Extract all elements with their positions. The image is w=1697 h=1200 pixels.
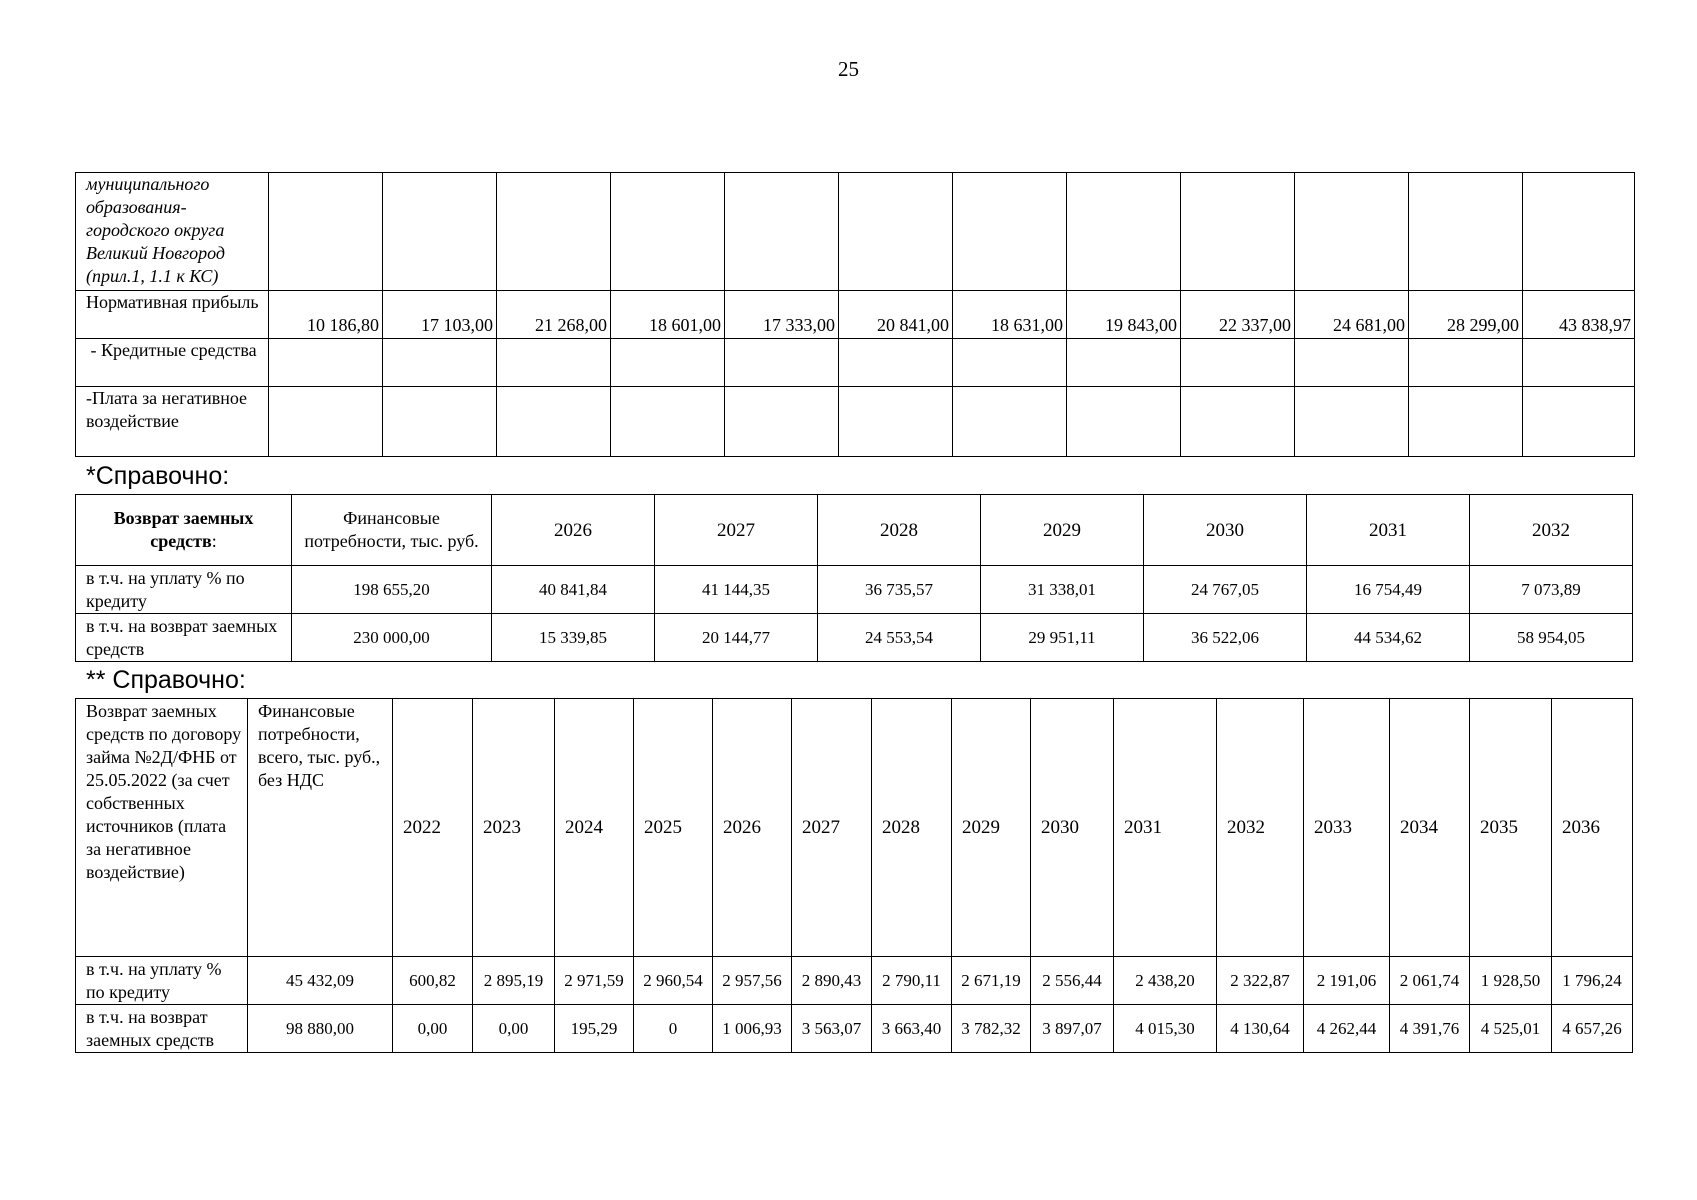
table-cell: 41 144,35 [655, 566, 818, 614]
table-cell: 4 525,01 [1470, 1005, 1552, 1053]
header-label [76, 495, 292, 566]
table-cell: 4 015,30 [1114, 1005, 1217, 1053]
table-cell: 2 971,59 [555, 957, 634, 1005]
table-cell: 18 601,00 [611, 291, 725, 339]
table-cell: 18 631,00 [953, 291, 1067, 339]
table-cell: 1 006,93 [713, 1005, 792, 1053]
year-header: 2032 [1470, 495, 1633, 566]
table-cell: 195,29 [555, 1005, 634, 1053]
year-header: 2033 [1304, 699, 1390, 957]
table-cell [383, 173, 497, 291]
table-cell [497, 173, 611, 291]
table-cell: 4 657,26 [1552, 1005, 1633, 1053]
table-cell [1181, 387, 1295, 457]
table-cell [1523, 387, 1635, 457]
table-cell [1181, 339, 1295, 387]
table-cell: 43 838,97 [1523, 291, 1635, 339]
table-cell: 2 957,56 [713, 957, 792, 1005]
table-cell: 1 796,24 [1552, 957, 1633, 1005]
year-header: 2029 [952, 699, 1031, 957]
year-header: 2030 [1031, 699, 1114, 957]
table-cell: 2 438,20 [1114, 957, 1217, 1005]
table-cell: 4 262,44 [1304, 1005, 1390, 1053]
year-header: 2031 [1307, 495, 1470, 566]
row-label: в т.ч. на уплату % по кредиту [76, 566, 292, 614]
table-cell [1409, 387, 1523, 457]
page-number: 25 [838, 57, 859, 81]
table-cell [953, 339, 1067, 387]
table-row [76, 614, 1633, 662]
table-cell [497, 387, 611, 457]
table-cell [611, 173, 725, 291]
table-cell: 24 681,00 [1295, 291, 1409, 339]
header-fin: Финансовые потребности, всего, тыс. руб., без НДС [248, 699, 393, 957]
table-cell [383, 387, 497, 457]
table-row [76, 957, 1633, 1005]
table-cell: 230 000,00 [292, 614, 492, 662]
table-cell: 20 144,77 [655, 614, 818, 662]
table-row [76, 339, 1635, 387]
table-cell: 22 337,00 [1181, 291, 1295, 339]
table-cell [725, 387, 839, 457]
table-cell [953, 387, 1067, 457]
table-row [76, 1005, 1633, 1053]
table-cell: 4 391,76 [1390, 1005, 1470, 1053]
table-cell [269, 387, 383, 457]
table-cell [1409, 173, 1523, 291]
table-cell [269, 339, 383, 387]
table-cell: 7 073,89 [1470, 566, 1633, 614]
table-cell [1295, 387, 1409, 457]
table-cell [1067, 387, 1181, 457]
table-cell: 2 895,19 [473, 957, 555, 1005]
table-cell: 2 556,44 [1031, 957, 1114, 1005]
main-financing-table [75, 172, 1635, 457]
table-cell: 0,00 [393, 1005, 473, 1053]
table-cell: 44 534,62 [1307, 614, 1470, 662]
table-cell: 3 897,07 [1031, 1005, 1114, 1053]
table-cell: 2 191,06 [1304, 957, 1390, 1005]
table-cell: 36 735,57 [818, 566, 981, 614]
table-cell: 2 322,87 [1217, 957, 1304, 1005]
table-cell [383, 339, 497, 387]
header-label: Возврат заемных средств по договору займа №2Д/ФНБ от 25.05.2022 (за счет собственных источников (плата за негативное воздействие) [76, 699, 248, 957]
year-header: 2027 [792, 699, 872, 957]
table-row [76, 387, 1635, 457]
table-cell: 3 563,07 [792, 1005, 872, 1053]
year-header: 2032 [1217, 699, 1304, 957]
table-cell [1409, 339, 1523, 387]
table-cell: 36 522,06 [1144, 614, 1307, 662]
table-cell: 15 339,85 [492, 614, 655, 662]
table-cell: 31 338,01 [981, 566, 1144, 614]
table-cell: 40 841,84 [492, 566, 655, 614]
year-header: 2028 [872, 699, 952, 957]
table-header-row [76, 495, 1633, 566]
table-cell: 16 754,49 [1307, 566, 1470, 614]
table-cell: 19 843,00 [1067, 291, 1181, 339]
table-cell: 29 951,11 [981, 614, 1144, 662]
table-cell: 3 663,40 [872, 1005, 952, 1053]
table-cell: 1 928,50 [1470, 957, 1552, 1005]
table-cell: 10 186,80 [269, 291, 383, 339]
year-header: 2025 [634, 699, 713, 957]
table-cell [725, 173, 839, 291]
year-header: 2034 [1390, 699, 1470, 957]
table-cell [1523, 173, 1635, 291]
year-header: 2035 [1470, 699, 1552, 957]
row-label: - Кредитные средства [76, 339, 269, 387]
table-cell: 45 432,09 [248, 957, 393, 1005]
table-cell [1067, 173, 1181, 291]
year-header: 2027 [655, 495, 818, 566]
year-header: 2036 [1552, 699, 1633, 957]
table-cell [1067, 339, 1181, 387]
table-cell: 600,82 [393, 957, 473, 1005]
row-label: Нормативная прибыль [76, 291, 269, 339]
row-label: муниципального образования-городского округа Великий Новгород (прил.1, 1.1 к КС) [76, 173, 269, 291]
table-cell: 0 [634, 1005, 713, 1053]
fnb-loan-table [75, 698, 1633, 1053]
table-cell: 58 954,05 [1470, 614, 1633, 662]
row-label: в т.ч. на возврат заемных средств [76, 1005, 248, 1053]
table-cell: 24 553,54 [818, 614, 981, 662]
row-label: в т.ч. на уплату % по кредиту [76, 957, 248, 1005]
table-cell: 2 671,19 [952, 957, 1031, 1005]
loan-repayment-table [75, 494, 1633, 662]
table-cell: 2 061,74 [1390, 957, 1470, 1005]
year-header: 2026 [492, 495, 655, 566]
table-cell: 3 782,32 [952, 1005, 1031, 1053]
table-cell: 24 767,05 [1144, 566, 1307, 614]
year-header: 2029 [981, 495, 1144, 566]
table-cell [953, 173, 1067, 291]
year-header: 2031 [1114, 699, 1217, 957]
reference-note-2: ** Справочно: [86, 666, 246, 694]
year-header: 2030 [1144, 495, 1307, 566]
table-cell [611, 339, 725, 387]
table-cell [839, 387, 953, 457]
table-cell [497, 339, 611, 387]
table-cell [1295, 339, 1409, 387]
table-cell [839, 339, 953, 387]
header-label-bold: Возврат заемных средств [113, 508, 254, 551]
year-header: 2026 [713, 699, 792, 957]
table-cell [839, 173, 953, 291]
table-row [76, 291, 1635, 339]
row-label: в т.ч. на возврат заемных средств [76, 614, 292, 662]
table-cell: 17 333,00 [725, 291, 839, 339]
table-cell: 2 790,11 [872, 957, 952, 1005]
table-cell: 21 268,00 [497, 291, 611, 339]
header-fin: Финансовые потребности, тыс. руб. [292, 495, 492, 566]
table-header-row [76, 699, 1633, 957]
table-cell [725, 339, 839, 387]
row-label: -Плата за негативное воздействие [76, 387, 269, 457]
table-cell: 98 880,00 [248, 1005, 393, 1053]
table-cell [1181, 173, 1295, 291]
table-cell: 2 960,54 [634, 957, 713, 1005]
header-label-tail: : [211, 531, 217, 551]
table-cell: 2 890,43 [792, 957, 872, 1005]
year-header: 2024 [555, 699, 634, 957]
table-cell [269, 173, 383, 291]
table-cell [611, 387, 725, 457]
table-cell [1523, 339, 1635, 387]
table-row [76, 566, 1633, 614]
table-cell: 17 103,00 [383, 291, 497, 339]
year-header: 2028 [818, 495, 981, 566]
table-cell [1295, 173, 1409, 291]
year-header: 2022 [393, 699, 473, 957]
year-header: 2023 [473, 699, 555, 957]
table-cell: 4 130,64 [1217, 1005, 1304, 1053]
table-cell: 198 655,20 [292, 566, 492, 614]
table-cell: 28 299,00 [1409, 291, 1523, 339]
table-cell: 20 841,00 [839, 291, 953, 339]
table-row [76, 173, 1635, 291]
reference-note-1: *Справочно: [86, 462, 230, 490]
table-cell: 0,00 [473, 1005, 555, 1053]
